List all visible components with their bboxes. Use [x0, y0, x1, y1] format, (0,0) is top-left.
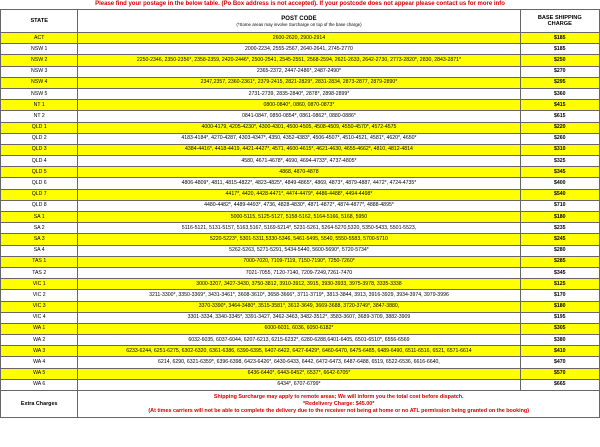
table-row [1, 156, 600, 167]
row-postcodes: 4417*, 4420, 4428-4471*, 4474-4479*, 4486-4488*, 4494-4498* [78, 189, 520, 200]
row-state: VIC 1 [1, 279, 78, 290]
row-price: $380 [520, 335, 599, 346]
table-row [1, 133, 600, 144]
header-postcode-title: POST CODE [281, 15, 317, 22]
row-state: SA 3 [1, 234, 78, 245]
table-row [1, 245, 600, 256]
row-price: $540 [520, 189, 599, 200]
table-row [1, 200, 600, 211]
row-postcodes: 4580, 4671-4678*, 4690, 4694-4733*, 4737-4805* [78, 156, 520, 167]
header-state: STATE [1, 10, 78, 33]
row-postcodes: 4480-4482*, 4489-4493*, 4736, 4828-4830*, 4871-4872*, 4874-4877*, 4888-4895* [78, 200, 520, 211]
row-postcodes: 6214, 6290, 6321-6359*, 6396-6398, 6423-6426*, 6430-6433, 6442, 6472-6473, 6487-6488, 6519, 6522-6536, 6616-6640, [78, 357, 520, 368]
row-price: $295 [520, 77, 599, 88]
row-postcodes: 3370-3390*, 3464-3480*, 3515-3581*, 3612-3649, 3669-3688, 3720-3749*, 3847-3880, [78, 301, 520, 312]
table-row [1, 167, 600, 178]
table-row [1, 55, 600, 66]
row-price: $270 [520, 66, 599, 77]
row-price: $710 [520, 200, 599, 211]
table-row [1, 44, 600, 55]
row-price: $180 [520, 301, 599, 312]
row-price: $285 [520, 256, 599, 267]
row-postcodes: 4868, 4870-4878 [78, 167, 520, 178]
row-state: NSW 2 [1, 55, 78, 66]
row-postcodes: 5262-5263, 5271-5291, 5434-5440, 5600-5690*, 5720-5734* [78, 245, 520, 256]
table-row [1, 111, 600, 122]
row-price: $180 [520, 212, 599, 223]
table-row [1, 267, 600, 278]
row-price: $185 [520, 44, 599, 55]
extra-line-note: (At times carriers will not be able to complete the delivery due to the receiver not being at home or no ATL permission being granted on the booking) [148, 407, 529, 414]
table-row [1, 323, 600, 334]
row-postcodes: 2365-2372, 2447-2486*, 2487-2490* [78, 66, 520, 77]
table-row [1, 301, 600, 312]
table-row [1, 346, 600, 357]
row-price: $195 [520, 312, 599, 323]
row-postcodes: 6000-6031, 6036, 6050-6182* [78, 323, 520, 334]
row-price: $125 [520, 279, 599, 290]
row-state: WA 1 [1, 323, 78, 334]
row-postcodes: 6436-6440*, 6443-6452*, 6537*, 6642-6705* [78, 368, 520, 379]
extra-line-redelivery: *Redelivery Charge: $45.00* [303, 400, 375, 407]
table-row [1, 77, 600, 88]
row-state: WA 5 [1, 368, 78, 379]
row-price: $345 [520, 167, 599, 178]
table-row [1, 290, 600, 301]
row-price: $400 [520, 178, 599, 189]
row-postcodes: 2250-2346, 2350-2356*, 2358-2359, 2420-2446*, 2500-2541, 2545-2551, 2568-2594, 2621-2633, 2642-2730, 2773-2820*, 2830, 2843-2871* [78, 55, 520, 66]
row-postcodes: 4000-4179, 4205-4230*, 4300-4301, 4500-4505, 4508-4509, 4550-4570*, 4572-4575 [78, 122, 520, 133]
table-row [1, 66, 600, 77]
table-row [1, 144, 600, 155]
table-body [1, 33, 600, 391]
row-price: $470 [520, 357, 599, 368]
postage-notice: Please find your postage in the below table. (Po Box address is not accepted). If your postcode does not appear please contact us for more info [95, 1, 505, 7]
row-price: $570 [520, 368, 599, 379]
table-row [1, 379, 600, 390]
header-postcode [78, 10, 520, 33]
extra-charges-row [1, 391, 600, 418]
table-row [1, 212, 600, 223]
table-row [1, 335, 600, 346]
table-row [1, 279, 600, 290]
table-row [1, 312, 600, 323]
row-price: $360 [520, 88, 599, 99]
row-state: WA 6 [1, 379, 78, 390]
row-price: $665 [520, 379, 599, 390]
postage-table [0, 9, 600, 418]
row-postcodes: 4806-4809*, 4811, 4815-4822*, 4823-4825*, 4849-4865*, 4869, 4873*, 4879-4887, 4472*, 4724-4735* [78, 178, 520, 189]
row-price: $415 [520, 100, 599, 111]
row-state: VIC 3 [1, 301, 78, 312]
row-state: QLD 8 [1, 200, 78, 211]
row-postcodes: 7000-7020, 7109-7119, 7150-7190*, 7250-7260* [78, 256, 520, 267]
table-row [1, 88, 600, 99]
row-postcodes: 5220-5223*, 5301-5311,5330-5346, 5461-5495, 5540, 5550-5583, 5700-5710 [78, 234, 520, 245]
row-price: $220 [520, 122, 599, 133]
extra-line-surcharge: Shipping Surcharge may apply to remote areas; We will inform you the total cost before dispatch. [213, 393, 464, 400]
row-state: QLD 7 [1, 189, 78, 200]
row-state: WA 2 [1, 335, 78, 346]
row-postcodes: 5000-5115, 5125-5127, 5158-5162, 5164-5166, 5168, 5950 [78, 212, 520, 223]
row-state: ACT [1, 33, 78, 44]
row-state: WA 3 [1, 346, 78, 357]
row-state: TAS 2 [1, 267, 78, 278]
row-price: $345 [520, 267, 599, 278]
row-state: QLD 1 [1, 122, 78, 133]
row-postcodes: 2000-2234, 2555-2567, 2640-2641, 2745-2770 [78, 44, 520, 55]
row-postcodes: 3301-3334, 3340-3345*, 3391-3427, 3462-3463, 3482-3512*, 3583-3607, 3689-3709, 3882-3909 [78, 312, 520, 323]
row-postcodes: 4183-4184*, 4270-4287, 4303-4347*, 4350, 4352-4383*, 4506-4507*, 4510-4521, 4581*, 4620*, 4650* [78, 133, 520, 144]
table-row [1, 223, 600, 234]
extra-charges-text [78, 391, 600, 418]
row-price: $310 [520, 144, 599, 155]
row-postcodes: 6434*, 6707-6799* [78, 379, 520, 390]
row-price: $280 [520, 245, 599, 256]
row-state: TAS 1 [1, 256, 78, 267]
row-price: $235 [520, 223, 599, 234]
row-postcodes: 0800-0840*, 0860, 0870-0873* [78, 100, 520, 111]
row-postcodes: 5116-5121, 5131-5157, 5163,5167, 5169-5214*, 5231-5261, 5264-5270,5320, 5350-5433, 5501-5523, [78, 223, 520, 234]
row-postcodes: 0841-0847, 0850-0854*, 0861-0862*, 0880-0886* [78, 111, 520, 122]
row-state: SA 1 [1, 212, 78, 223]
row-state: QLD 2 [1, 133, 78, 144]
table-row [1, 122, 600, 133]
row-state: NT 1 [1, 100, 78, 111]
row-state: NSW 4 [1, 77, 78, 88]
row-postcodes: 3211-3300*, 3350-3369*, 3431-3461*, 3608-3610*, 3658-3666*, 3711-3719*, 3813-3844, 3913, 3916-3929, 3934-3974, 3979-3996 [78, 290, 520, 301]
row-postcodes: 7021-7055, 7120-7140, 7209-7249,7261-7470 [78, 267, 520, 278]
row-price: $185 [520, 33, 599, 44]
header-charge [520, 10, 599, 33]
table-header-row [1, 10, 600, 33]
row-state: NSW 5 [1, 88, 78, 99]
table-row [1, 33, 600, 44]
row-price: $260 [520, 133, 599, 144]
header-postcode-note: (*Some areas may involve Surcharge on top of the base charge) [236, 21, 362, 27]
row-postcodes: 2347,2357, 2360-2361*, 2379-2415, 2821-2829*, 2831-2834, 2873-2877, 2879-2890* [78, 77, 520, 88]
row-state: QLD 3 [1, 144, 78, 155]
table-row [1, 368, 600, 379]
row-state: SA 2 [1, 223, 78, 234]
row-postcodes: 2731-2739, 2835-2840*, 2878*, 2898-2899* [78, 88, 520, 99]
row-state: SA 4 [1, 245, 78, 256]
row-state: NSW 1 [1, 44, 78, 55]
table-row [1, 357, 600, 368]
row-price: $305 [520, 323, 599, 334]
row-postcodes: 2600-2620, 2900-2914 [78, 33, 520, 44]
row-state: QLD 6 [1, 178, 78, 189]
row-price: $170 [520, 290, 599, 301]
row-state: QLD 5 [1, 167, 78, 178]
row-state: NT 2 [1, 111, 78, 122]
row-price: $410 [520, 346, 599, 357]
row-price: $615 [520, 111, 599, 122]
row-state: NSW 3 [1, 66, 78, 77]
row-postcodes: 6233-6244, 6251-6275, 6302-6320, 6361-6386, 6390-6395, 6407-6422, 6427-6429*, 6460-6470, 6475-6485, 6489-6490, 6511-6516, 6521, 6571-6614 [78, 346, 520, 357]
row-price: $325 [520, 156, 599, 167]
row-state: VIC 2 [1, 290, 78, 301]
row-state: WA 4 [1, 357, 78, 368]
table-row [1, 256, 600, 267]
header-charge-line1: BASE SHIPPING [537, 15, 582, 21]
table-row [1, 189, 600, 200]
row-price: $250 [520, 55, 599, 66]
row-state: QLD 4 [1, 156, 78, 167]
extra-charges-label: Extra Charges [1, 391, 78, 418]
row-state: VIC 4 [1, 312, 78, 323]
table-row [1, 178, 600, 189]
header-charge-line2: CHARGE [547, 21, 572, 27]
row-postcodes: 6032-6035, 6037-6044, 6207-6213, 6215-6232*, 6280-6288,6401-6405, 6501-6510*, 6556-6569 [78, 335, 520, 346]
table-row [1, 100, 600, 111]
row-price: $245 [520, 234, 599, 245]
row-postcodes: 3000-3207, 3427-3430, 3750-3812, 3910-3912, 3915, 3930-3933, 3975-3978, 3335-3338 [78, 279, 520, 290]
table-row [1, 234, 600, 245]
row-postcodes: 4384-4416*, 4418-4419, 4421-4427*, 4571, 4600-4615*, 4621-4630, 4655-4662*, 4810, 4812-4814 [78, 144, 520, 155]
